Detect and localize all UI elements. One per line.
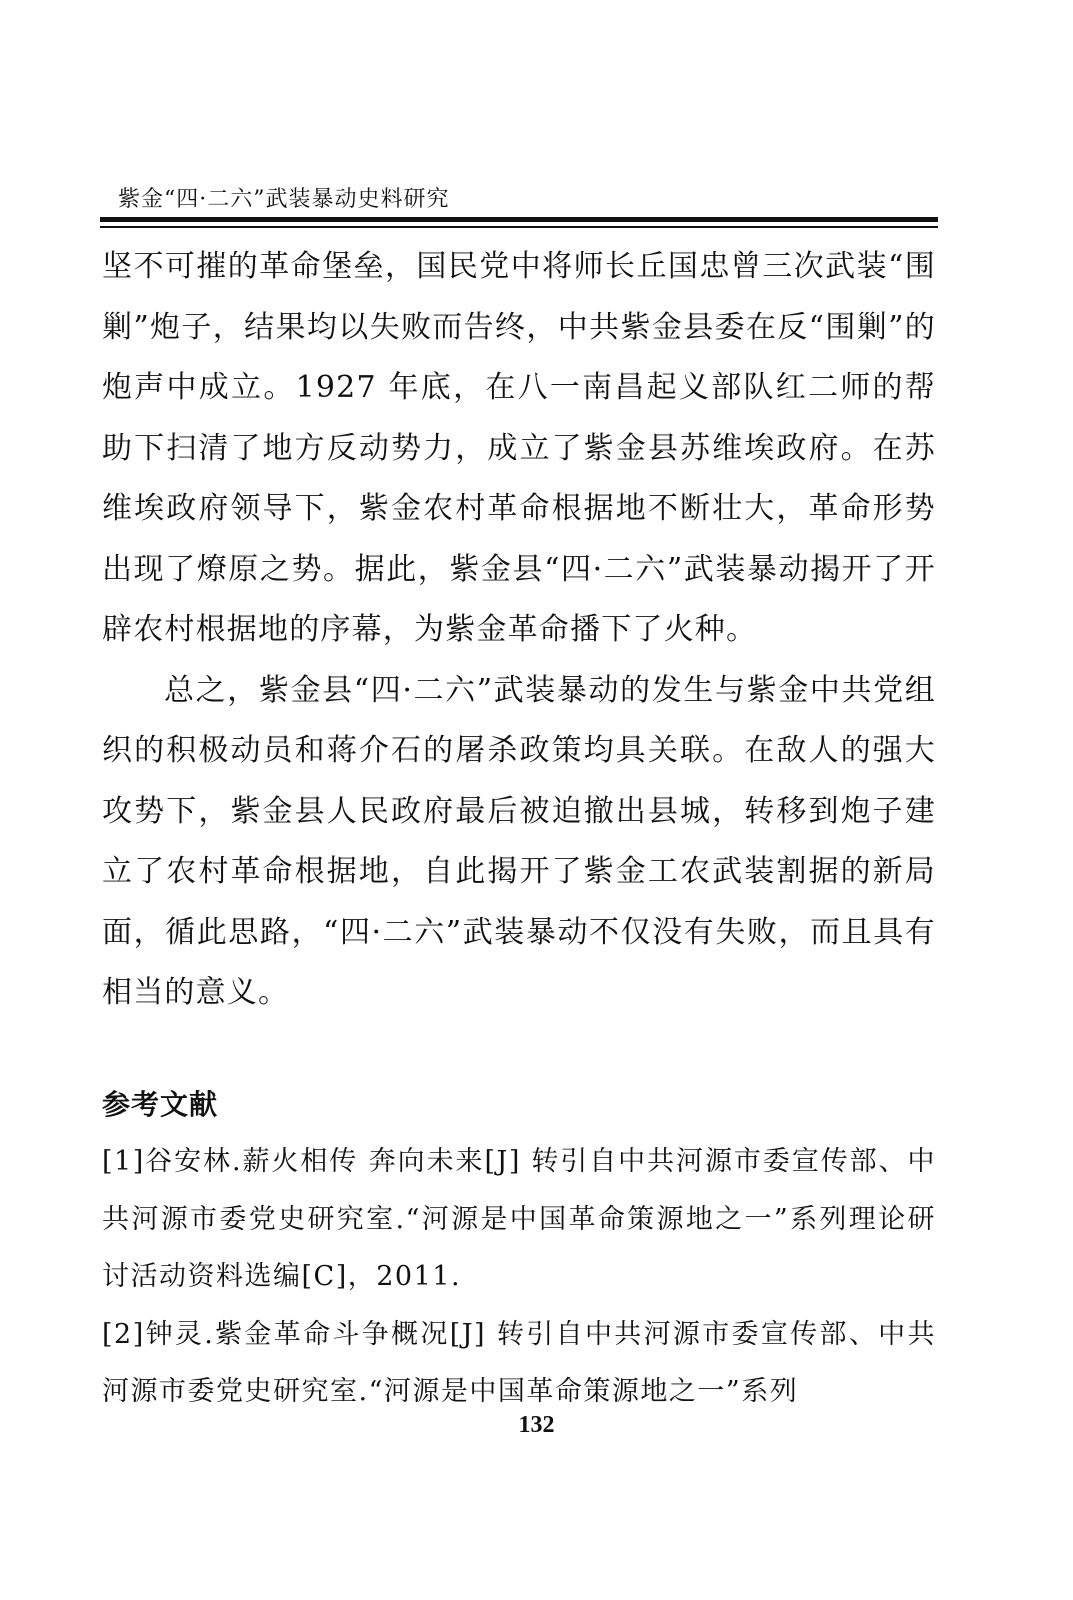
body-text [102, 237, 936, 1024]
body-paragraph: 坚不可摧的革命堡垒，国民党中将师长丘国忠曾三次武装“围剿”炮子，结果均以失败而告终，中共紫金县委在反“围剿”的炮声中成立。1927 年底，在八一南昌起义部队红二师的帮助下扫清了地方反动势力，成立了紫金县苏维埃政府。在苏维埃政府领导下，紫金农村革命根据地不断壮大，革命形势出现了燎原之势。据此，紫金县“四·二六”武装暴动揭开了开辟农村根据地的序幕，为紫金革命播下了火种。 [102, 249, 936, 647]
body-paragraph: 总之，紫金县“四·二六”武装暴动的发生与紫金中共党组织的积极动员和蒋介石的屠杀政策均具关联。在敌人的强大攻势下，紫金县人民政府最后被迫撤出县城，转移到炮子建立了农村革命根据地，自此揭开了紫金工农武装割据的新局面，循此思路，“四·二六”武装暴动不仅没有失败，而且具有相当的意义。 [102, 672, 936, 1010]
references-heading: 参考文献 [102, 1088, 219, 1121]
header-rule-thin [100, 226, 938, 228]
page-number: 132 [518, 1412, 555, 1438]
references-list [102, 1133, 936, 1421]
reference-item: [1]谷安林.薪火相传 奔向未来[J] 转引自中共河源市委宣传部、中共河源市委党史研究室.“河源是中国革命策源地之一”系列理论研讨活动资料选编[C]，2011. [102, 1146, 936, 1292]
reference-item: [2]钟灵.紫金革命斗争概况[J] 转引自中共河源市委宣传部、中共河源市委党史研究室.“河源是中国革命策源地之一”系列 [102, 1318, 936, 1407]
header-rule-thick [100, 217, 938, 222]
running-header-title: 紫金“四·二六”武装暴动史料研究 [118, 187, 450, 212]
